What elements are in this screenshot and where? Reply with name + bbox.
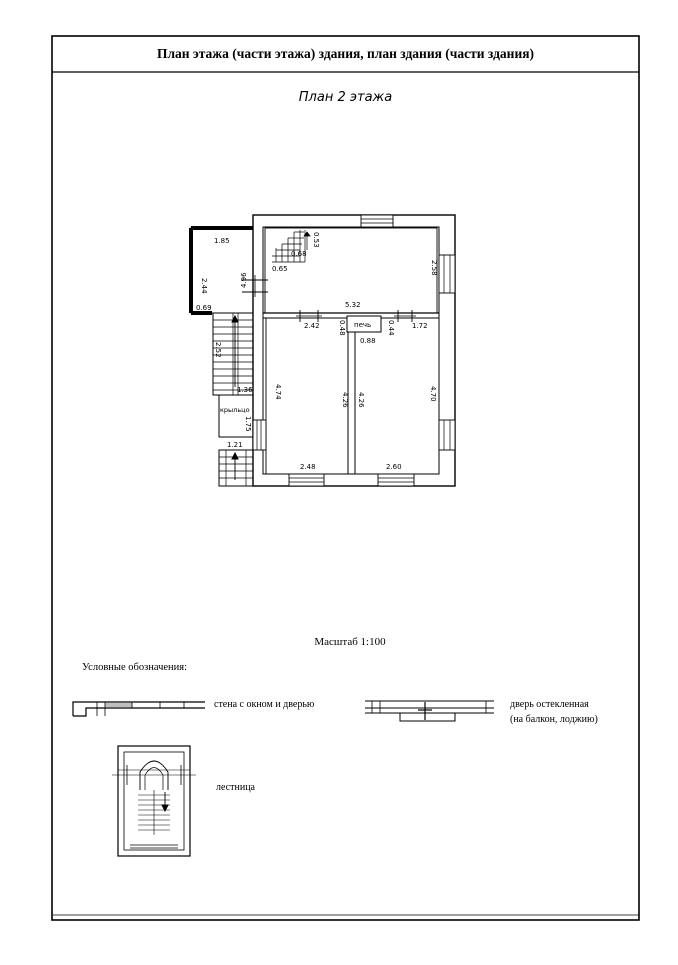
dim-4-74: 4.74 [274, 384, 282, 400]
dim-5-32: 5.32 [345, 301, 361, 309]
dim-1-85: 1.85 [214, 237, 230, 245]
dim-0-53: 0.53 [312, 232, 320, 248]
legend-wall-symbol [73, 702, 205, 716]
legend-stair-symbol [112, 746, 196, 856]
scale-label: Масштаб 1:100 [314, 636, 386, 648]
dim-1-75: 1.75 [244, 416, 252, 432]
sheet-title: План этажа (части этажа) здания, план здания (части здания) [156, 46, 535, 61]
dim-0-68: 0.68 [291, 250, 307, 258]
dim-2-60: 2.60 [386, 463, 402, 471]
legend-stair-label: лестница [216, 782, 255, 793]
dim-4-26-left: 4.26 [341, 392, 349, 408]
dim-2-42: 2.42 [304, 322, 320, 330]
legend-glazed-door-symbol [365, 701, 494, 721]
porch-label: крыльцо [220, 406, 250, 414]
dim-2-44: 2.44 [200, 278, 208, 294]
dim-4-70: 4.70 [429, 386, 437, 402]
dim-0-48: 0.48 [338, 320, 346, 336]
dim-1-72: 1.72 [412, 322, 428, 330]
plan-dimensions [196, 232, 438, 471]
dim-1-21: 1.21 [227, 441, 243, 449]
dim-2-48: 2.48 [300, 463, 316, 471]
dim-2-58: 2.58 [430, 260, 438, 276]
dim-0-69: 0.69 [196, 304, 212, 312]
legend-title: Условные обозначения: [82, 662, 188, 673]
dim-1-36: 1.36 [237, 386, 253, 394]
plan-subtitle: План 2 этажа [298, 90, 393, 105]
stove-label: печь [354, 321, 372, 329]
dim-4-26-right: 4.26 [357, 392, 365, 408]
legend-wall-label: стена с окном и дверью [214, 699, 315, 710]
dim-4-96: 4.96 [240, 272, 248, 288]
dim-2-52: 2.52 [214, 342, 222, 358]
dim-0-88: 0.88 [360, 337, 376, 345]
dim-0-65: 0.65 [272, 265, 288, 273]
legend-glazed-door-label-2: (на балкон, лоджию) [510, 714, 598, 725]
dim-0-44: 0.44 [387, 320, 395, 336]
legend-glazed-door-label-1: дверь остекленная [510, 699, 589, 710]
